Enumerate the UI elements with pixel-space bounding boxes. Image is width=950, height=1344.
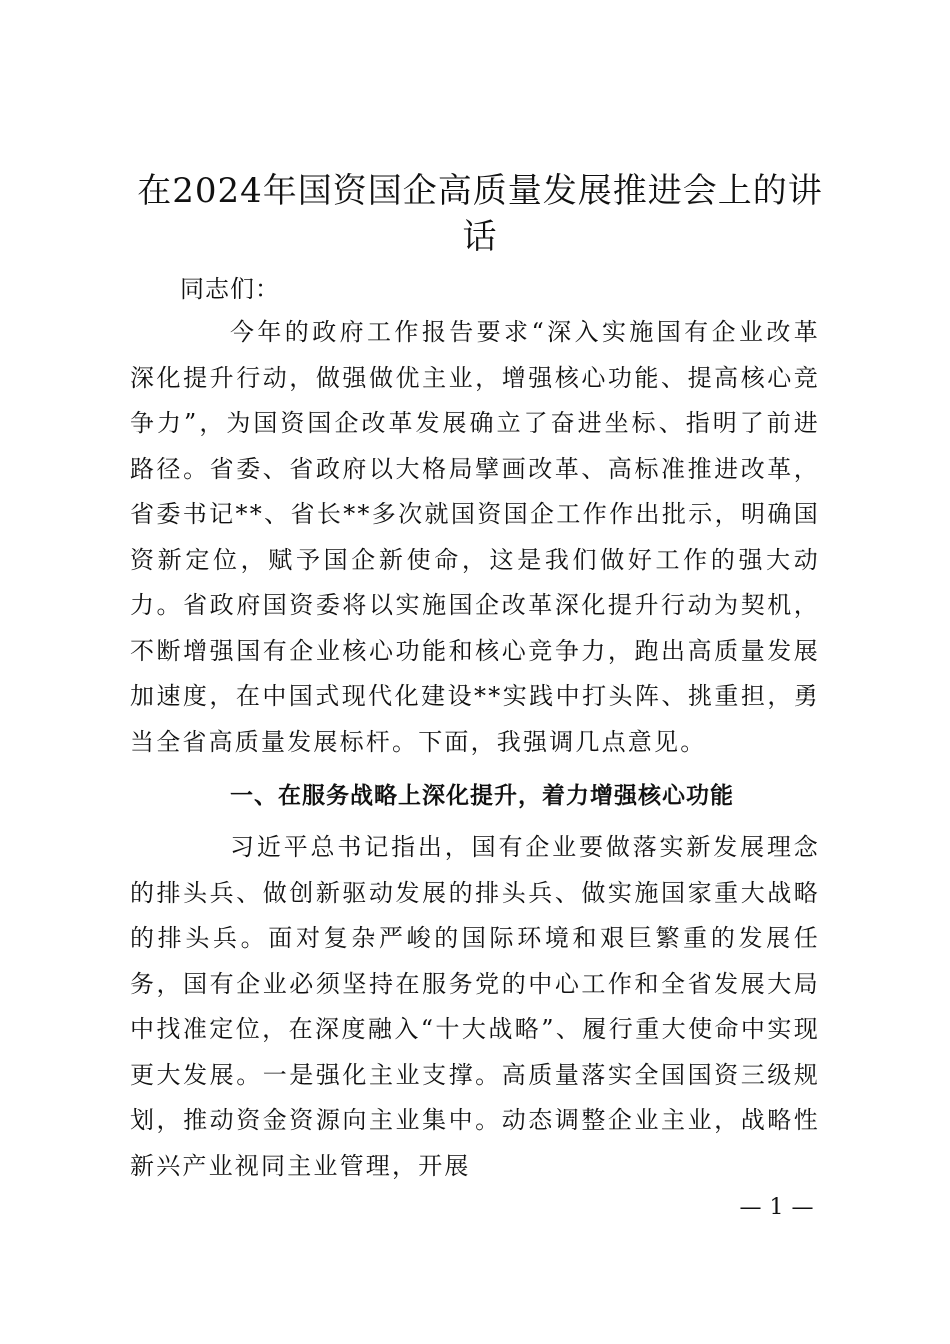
- salutation: 同志们：: [180, 275, 280, 303]
- page-number: — 1 —: [739, 1195, 814, 1220]
- body-paragraph: 今年的政府工作报告要求“深入实施国有企业改革深化提升行动，做强做优主业，增强核心功能、提高核心竞争力”，为国资国企改革发展确立了奋进坐标、指明了前进路径。省委、省政府以大格局擘画改革、高标准推进改革，省委书记**、省长**多次就国资国企工作作出批示，明确国资新定位，赋予国企新使命，这是我们做好工作的强大动力。省政府国资委将以实施国企改革深化提升行动为契机，不断增强国有企业核心功能和核心竞争力，跑出高质量发展加速度，在中国式现代化建设**实践中打头阵、挑重担，勇当全省高质量发展标杆。下面，我强调几点意见。: [130, 318, 820, 756]
- section-heading: 一、在服务战略上深化提升，着力增强核心功能: [230, 783, 734, 809]
- document-title: 在2024年国资国企高质量发展推进会上的讲话: [137, 171, 823, 257]
- body-paragraph: 习近平总书记指出，国有企业要做落实新发展理念的排头兵、做创新驱动发展的排头兵、做实施国家重大战略的排头兵。面对复杂严峻的国际环境和艰巨繁重的发展任务，国有企业必须坚持在服务党的中心工作和全省发展大局中找准定位，在深度融入“十大战略”、履行重大使命中实现更大发展。一是强化主业支撑。高质量落实全国国资三级规划，推动资金资源向主业集中。动态调整企业主业，战略性新兴产业视同主业管理，开展: [130, 833, 820, 1180]
